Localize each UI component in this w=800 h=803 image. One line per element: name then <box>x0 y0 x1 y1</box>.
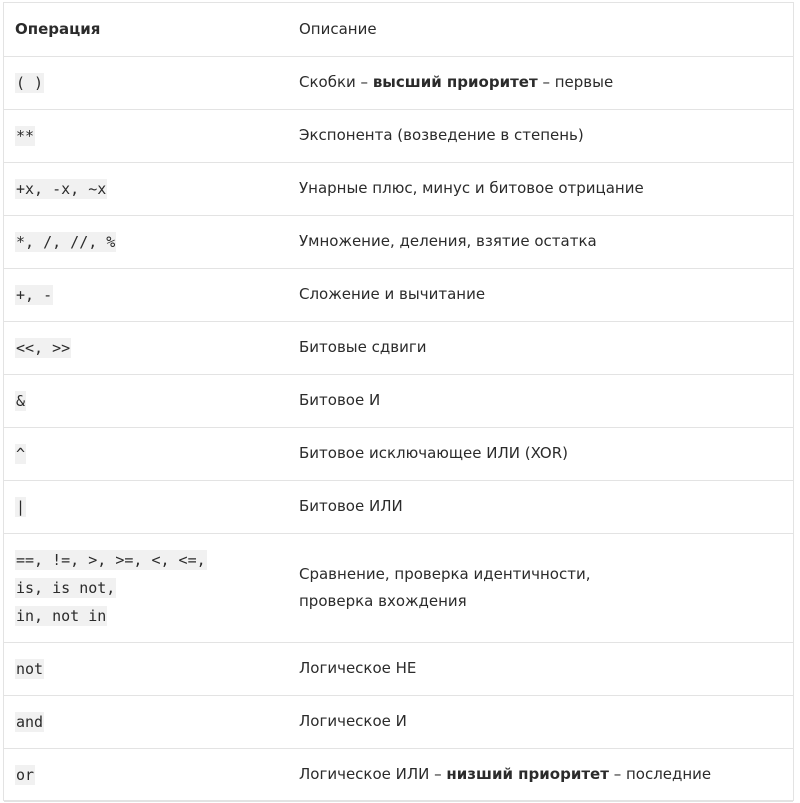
description-cell <box>288 215 793 268</box>
header-row <box>4 3 793 56</box>
operator-code: <<, >> <box>16 338 71 357</box>
description-text: Логическое И <box>299 712 407 730</box>
precedence-table <box>4 3 793 802</box>
description-cell <box>288 480 793 533</box>
operator-code: ** <box>16 126 35 145</box>
description-text: Битовое И <box>299 391 381 409</box>
description-cell <box>288 321 793 374</box>
operator-code: not <box>16 659 44 678</box>
description-text: Логическое НЕ <box>299 659 417 677</box>
description-text: Экспонента (возведение в степень) <box>299 126 584 144</box>
operator-cell <box>4 268 288 321</box>
operator-code: ^ <box>16 444 26 463</box>
description-cell <box>288 533 793 642</box>
description-text: проверка вхождения <box>299 591 467 610</box>
operator-cell <box>4 162 288 215</box>
table-row <box>4 695 793 748</box>
priority-emphasis: низший приоритет <box>446 765 609 783</box>
description-cell <box>288 268 793 321</box>
table-row <box>4 56 793 109</box>
operator-cell <box>4 56 288 109</box>
table-row <box>4 215 793 268</box>
description-cell <box>288 162 793 215</box>
description-cell <box>288 427 793 480</box>
operator-cell <box>4 215 288 268</box>
table-row <box>4 109 793 162</box>
table-row <box>4 533 793 642</box>
header-operation: Операция <box>4 3 288 56</box>
description-text: Битовые сдвиги <box>299 338 427 356</box>
table-row <box>4 748 793 801</box>
table-row <box>4 268 793 321</box>
description-text: Битовое исключающее ИЛИ (XOR) <box>299 444 569 462</box>
description-text: Умножение, деления, взятие остатка <box>299 232 597 250</box>
description-text: – первые <box>537 73 614 91</box>
priority-emphasis: высший приоритет <box>372 73 538 91</box>
description-cell <box>288 56 793 109</box>
operator-precedence-table <box>3 2 794 801</box>
description-text: Битовое ИЛИ <box>299 497 403 515</box>
header-description: Описание <box>288 3 793 56</box>
table-body <box>4 56 793 801</box>
operator-cell <box>4 321 288 374</box>
table-row <box>4 374 793 427</box>
operator-code: in, not in <box>16 606 107 625</box>
operator-cell <box>4 427 288 480</box>
operator-cell <box>4 533 288 642</box>
operator-code: ==, !=, >, >=, <, <=, <box>16 550 206 569</box>
operator-code: ( ) <box>16 73 44 92</box>
table-row <box>4 480 793 533</box>
operator-cell <box>4 109 288 162</box>
description-cell <box>288 748 793 801</box>
description-text: – последние <box>608 765 712 783</box>
description-text: Сложение и вычитание <box>299 285 486 303</box>
operator-code: +, - <box>16 285 53 304</box>
operator-cell <box>4 374 288 427</box>
description-cell <box>288 695 793 748</box>
table-row <box>4 642 793 695</box>
operator-code: is, is not, <box>16 578 116 597</box>
table-row <box>4 321 793 374</box>
operator-cell <box>4 695 288 748</box>
table-row <box>4 427 793 480</box>
operator-cell <box>4 642 288 695</box>
description-cell <box>288 642 793 695</box>
operator-cell <box>4 748 288 801</box>
description-text: Унарные плюс, минус и битовое отрицание <box>299 179 644 197</box>
description-cell <box>288 109 793 162</box>
operator-code: or <box>16 765 35 784</box>
description-text: Скобки – <box>299 73 373 91</box>
description-text: Сравнение, проверка идентичности, <box>299 564 591 583</box>
operator-code: *, /, //, % <box>16 232 116 251</box>
operator-code: | <box>16 497 26 516</box>
table-row <box>4 162 793 215</box>
operator-code: and <box>16 712 44 731</box>
operator-cell <box>4 480 288 533</box>
operator-code: +x, -x, ~x <box>16 179 107 198</box>
description-cell <box>288 374 793 427</box>
operator-code: & <box>16 391 26 410</box>
description-text: Логическое ИЛИ – <box>299 765 447 783</box>
